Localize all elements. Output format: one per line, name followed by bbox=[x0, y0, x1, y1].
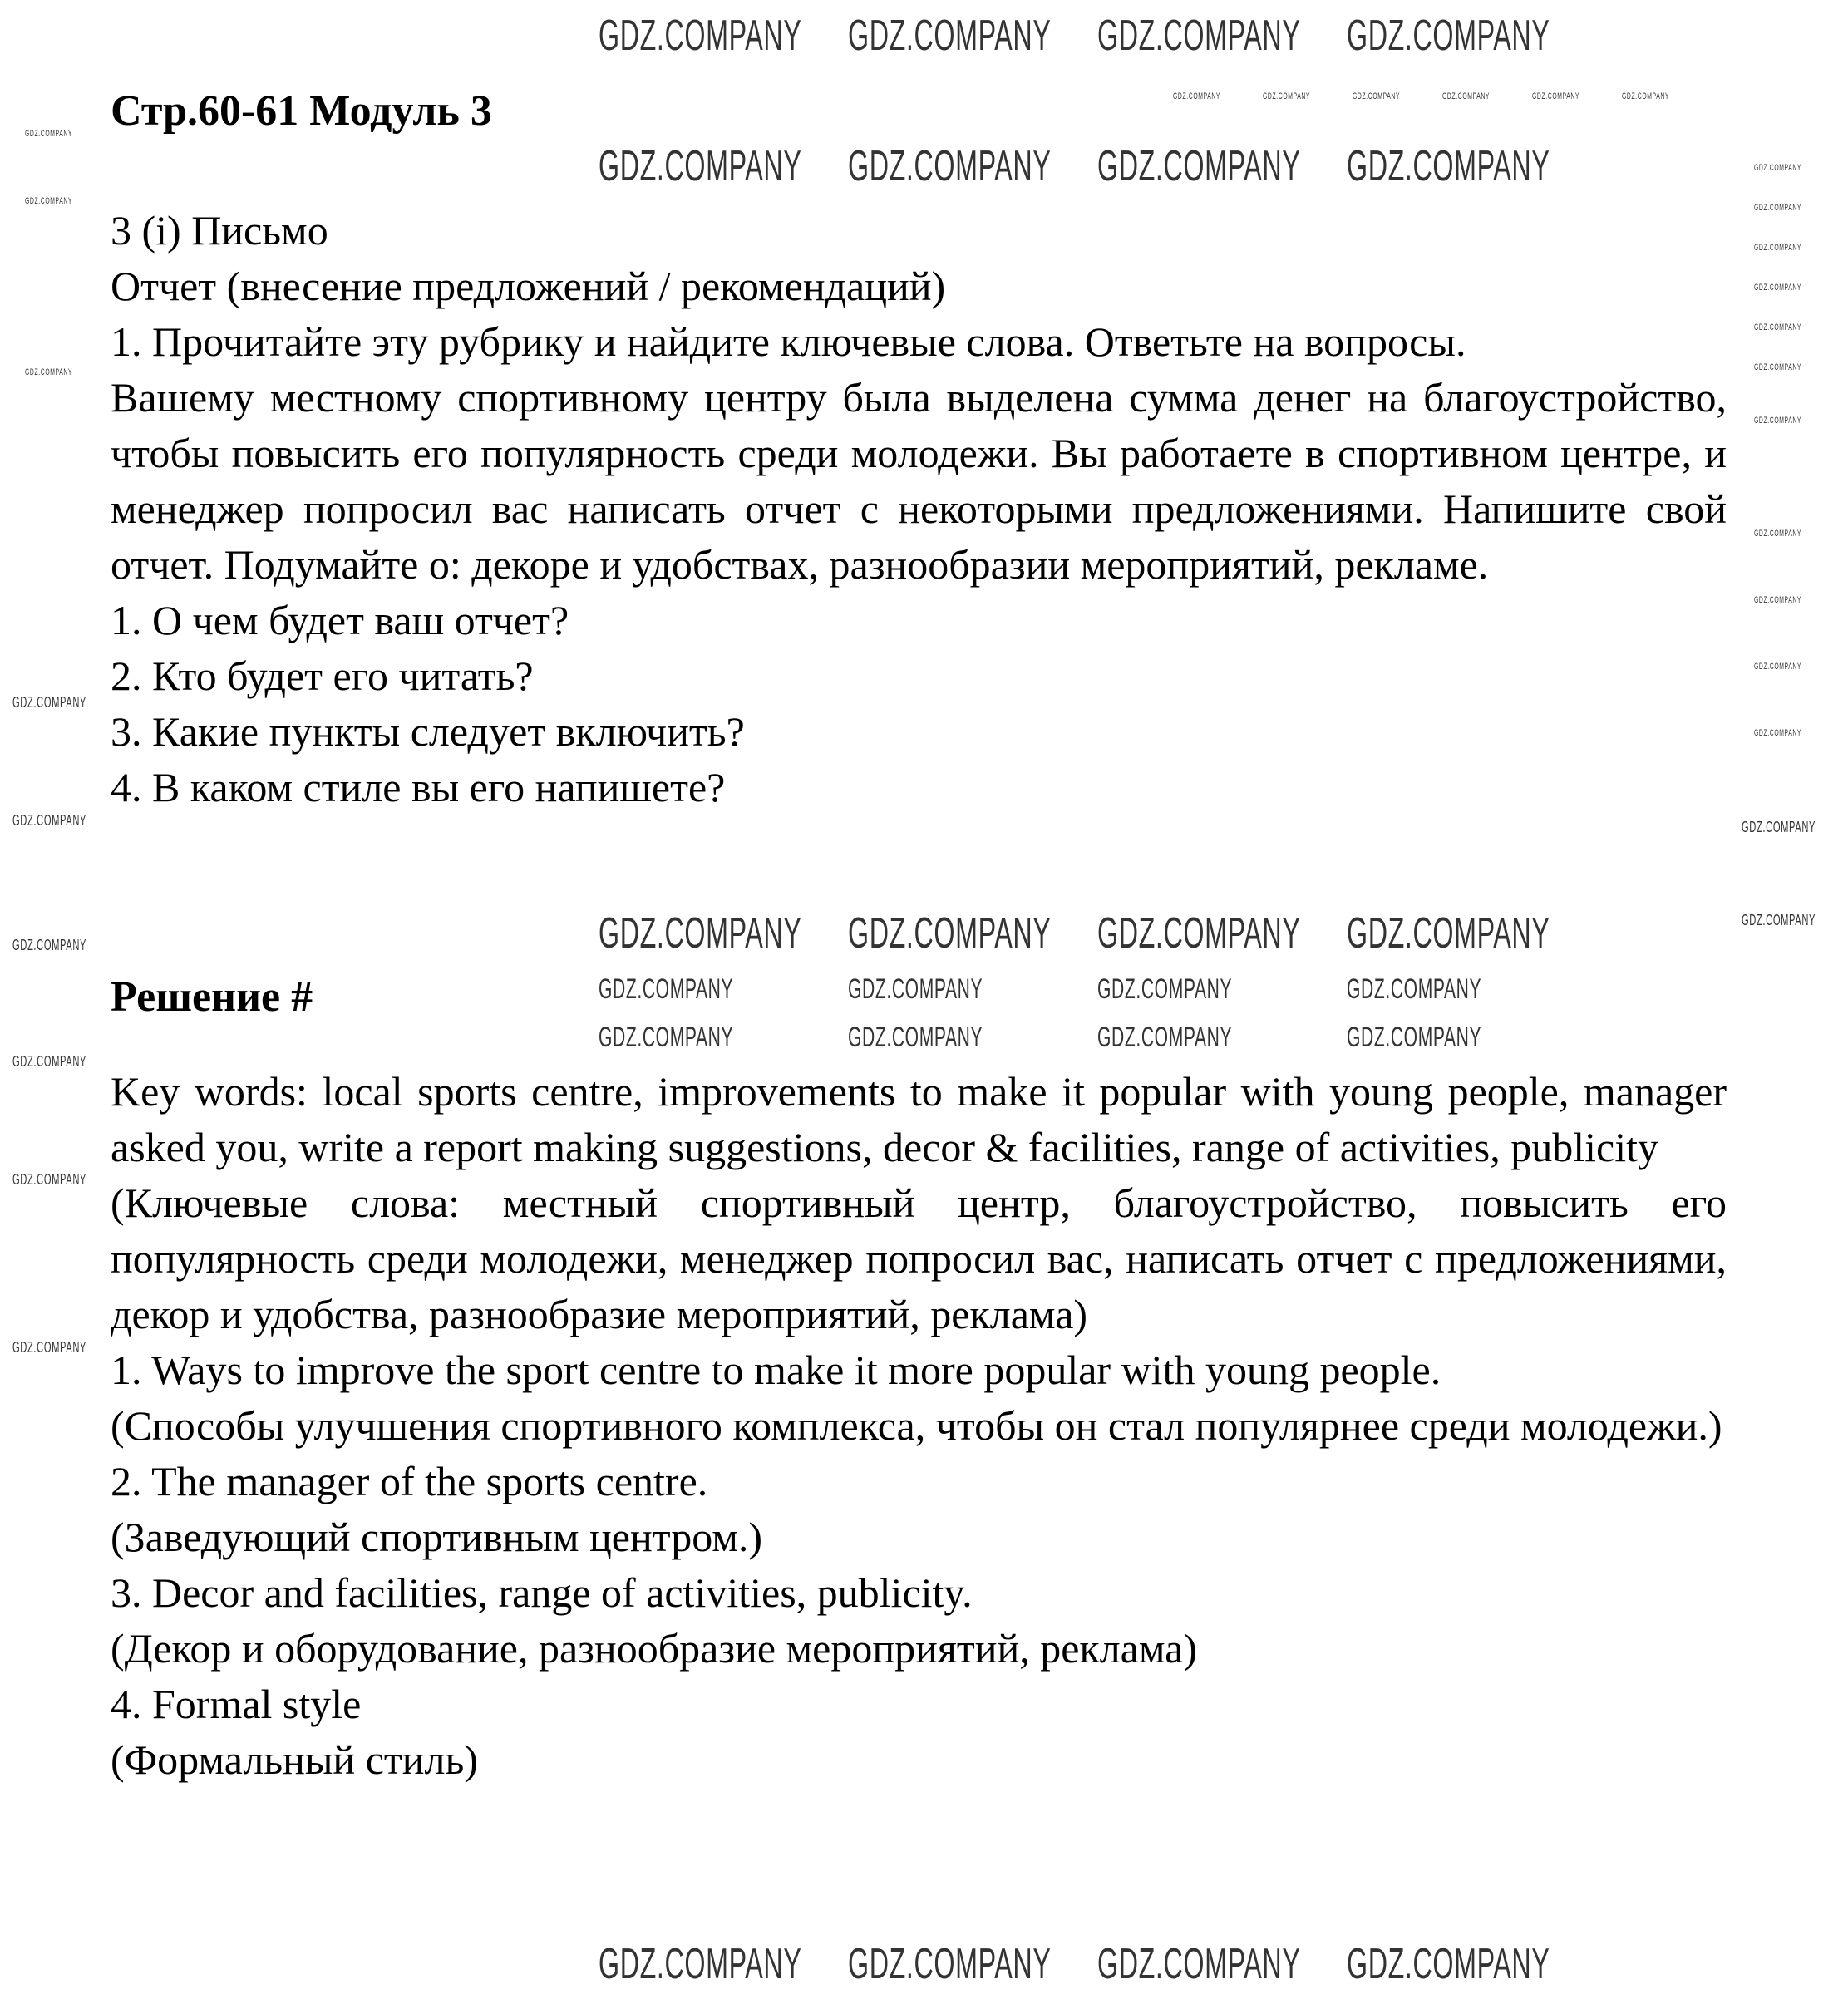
watermark: GDZ.COMPANY bbox=[12, 812, 87, 829]
watermark: GDZ.COMPANY bbox=[1347, 909, 1550, 958]
answer-2: 2. The manager of the sports centre. bbox=[111, 1458, 708, 1504]
watermark: GDZ.COMPANY bbox=[1754, 416, 1802, 426]
solution-heading: Решение # bbox=[111, 973, 313, 1021]
watermark: GDZ.COMPANY bbox=[1097, 1022, 1233, 1053]
key-words-translation: (Ключевые слова: местный спортивный центр, благоустройство, повысить его популярность среди молодежи, менеджер попросил вас, написать отчет с предложениями, декор и удобства, разнообразие мероприятий, реклама) bbox=[111, 1179, 1727, 1337]
key-words: Key words: local sports centre, improvements to make it popular with young people, manager asked you, write a report making suggestions, decor & facilities, range of activities, publicity bbox=[111, 1068, 1727, 1170]
watermark: GDZ.COMPANY bbox=[1742, 819, 1816, 835]
watermark: GDZ.COMPANY bbox=[1097, 973, 1233, 1005]
watermark: GDZ.COMPANY bbox=[1622, 91, 1670, 101]
watermark: GDZ.COMPANY bbox=[1097, 909, 1301, 958]
watermark: GDZ.COMPANY bbox=[1754, 163, 1802, 173]
watermark: GDZ.COMPANY bbox=[1347, 973, 1482, 1005]
task-number: 3 (i) Письмо bbox=[111, 207, 328, 254]
question-2: 2. Кто будет его читать? bbox=[111, 652, 534, 699]
watermark: GDZ.COMPANY bbox=[1742, 912, 1816, 928]
watermark: GDZ.COMPANY bbox=[599, 1940, 802, 1988]
watermark: GDZ.COMPANY bbox=[599, 909, 802, 958]
question-1: 1. О чем будет ваш отчет? bbox=[111, 597, 569, 643]
watermark: GDZ.COMPANY bbox=[25, 129, 73, 139]
watermark: GDZ.COMPANY bbox=[1097, 12, 1301, 60]
watermark: GDZ.COMPANY bbox=[1097, 142, 1301, 190]
watermark: GDZ.COMPANY bbox=[848, 142, 1052, 190]
watermark: GDZ.COMPANY bbox=[599, 142, 802, 190]
watermark: GDZ.COMPANY bbox=[1347, 12, 1550, 60]
watermark: GDZ.COMPANY bbox=[12, 694, 87, 711]
watermark: GDZ.COMPANY bbox=[1754, 203, 1802, 213]
task-instruction: 1. Прочитайте эту рубрику и найдите ключевые слова. Ответьте на вопросы. bbox=[111, 318, 1466, 365]
watermark: GDZ.COMPANY bbox=[1754, 529, 1802, 539]
watermark: GDZ.COMPANY bbox=[1754, 323, 1802, 332]
answer-4: 4. Formal style bbox=[111, 1681, 362, 1727]
watermark: GDZ.COMPANY bbox=[599, 1022, 734, 1053]
watermark: GDZ.COMPANY bbox=[25, 367, 73, 377]
watermark: GDZ.COMPANY bbox=[1754, 662, 1802, 672]
watermark: GDZ.COMPANY bbox=[12, 1053, 87, 1070]
question-4: 4. В каком стиле вы его напишете? bbox=[111, 764, 726, 810]
watermark: GDZ.COMPANY bbox=[599, 12, 802, 60]
answer-1-translation: (Способы улучшения спортивного комплекса, чтобы он стал популярнее среди молодежи.) bbox=[111, 1402, 1722, 1449]
watermark: GDZ.COMPANY bbox=[599, 973, 734, 1005]
answer-3: 3. Decor and facilities, range of activities, publicity. bbox=[111, 1569, 973, 1616]
task-rubric: Вашему местному спортивному центру была выделена сумма денег на благоустройство, чтобы повысить его популярность среди молодежи. Вы работаете в спортивном центре, и менеджер попросил вас написать отчет с некоторыми предложениями. Напишите свой отчет. Подумайте о: декоре и удобствах, разнообразии мероприятий, рекламе. bbox=[111, 374, 1727, 588]
watermark: GDZ.COMPANY bbox=[12, 937, 87, 953]
watermark: GDZ.COMPANY bbox=[1353, 91, 1401, 101]
answer-4-translation: (Формальный стиль) bbox=[111, 1736, 478, 1783]
watermark: GDZ.COMPANY bbox=[1754, 283, 1802, 293]
watermark: GDZ.COMPANY bbox=[1097, 1940, 1301, 1988]
watermark: GDZ.COMPANY bbox=[848, 973, 983, 1005]
question-3: 3. Какие пункты следует включить? bbox=[111, 708, 745, 755]
watermark: GDZ.COMPANY bbox=[25, 196, 73, 206]
answer-3-translation: (Декор и оборудование, разнообразие мероприятий, реклама) bbox=[111, 1625, 1198, 1672]
watermark: GDZ.COMPANY bbox=[1532, 91, 1580, 101]
watermark: GDZ.COMPANY bbox=[1754, 243, 1802, 253]
watermark: GDZ.COMPANY bbox=[1442, 91, 1491, 101]
watermark: GDZ.COMPANY bbox=[848, 12, 1052, 60]
page-title: Стр.60-61 Модуль 3 bbox=[111, 87, 492, 135]
task-subtitle: Отчет (внесение предложений / рекомендаций) bbox=[111, 263, 946, 309]
answer-1: 1. Ways to improve the sport centre to make it more popular with young people. bbox=[111, 1347, 1441, 1393]
watermark: GDZ.COMPANY bbox=[1263, 91, 1311, 101]
watermark: GDZ.COMPANY bbox=[848, 1940, 1052, 1988]
watermark: GDZ.COMPANY bbox=[1347, 1022, 1482, 1053]
watermark: GDZ.COMPANY bbox=[848, 1022, 983, 1053]
watermark: GDZ.COMPANY bbox=[1754, 362, 1802, 372]
solution-section bbox=[111, 1064, 1727, 1788]
watermark: GDZ.COMPANY bbox=[1754, 595, 1802, 605]
watermark: GDZ.COMPANY bbox=[1173, 91, 1221, 101]
watermark: GDZ.COMPANY bbox=[848, 909, 1052, 958]
watermark: GDZ.COMPANY bbox=[1347, 142, 1550, 190]
watermark: GDZ.COMPANY bbox=[12, 1171, 87, 1188]
watermark: GDZ.COMPANY bbox=[1347, 1940, 1550, 1988]
watermark: GDZ.COMPANY bbox=[1754, 728, 1802, 738]
task-section bbox=[111, 203, 1727, 815]
answer-2-translation: (Заведующий спортивным центром.) bbox=[111, 1514, 763, 1560]
watermark: GDZ.COMPANY bbox=[12, 1339, 87, 1356]
